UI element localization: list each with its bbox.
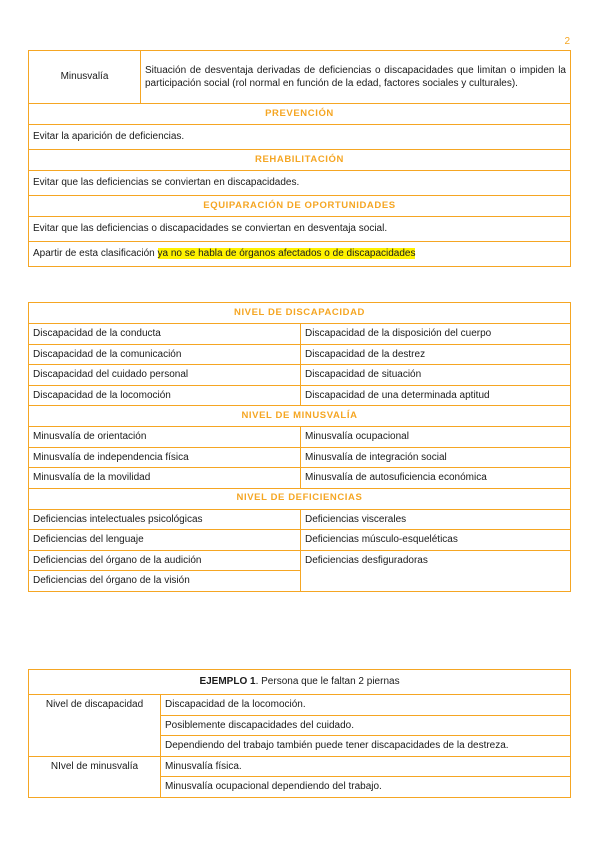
discapacidad-cell: Discapacidad de la locomoción [29, 385, 301, 406]
page-number: 2 [564, 36, 570, 47]
deficiencia-cell: Deficiencias del órgano de la visión [29, 571, 301, 592]
prevencion-header: PREVENCIÓN [29, 104, 571, 125]
minusvalia-row [29, 51, 571, 104]
discapacidad-level-label: Nivel de discapacidad [29, 695, 161, 757]
table-row [29, 550, 571, 571]
deficiencia-cell: Deficiencias músculo-esqueléticas [301, 530, 571, 551]
table-row [29, 447, 571, 468]
minusvalia-cell: Minusvalía de orientación [29, 427, 301, 448]
minusvalia-cell: Minusvalía de la movilidad [29, 468, 301, 489]
discapacidad-cell: Discapacidad de la conducta [29, 324, 301, 345]
levels-table [28, 302, 571, 592]
rehabilitacion-header: REHABILITACIÓN [29, 150, 571, 171]
clasificacion-highlight: ya no se habla de órganos afectados o de discapacidades [157, 248, 416, 260]
discapacidad-cell: Discapacidad de la destrez [301, 344, 571, 365]
table-row [29, 468, 571, 489]
example-title-rest: . Persona que le faltan 2 piernas [255, 676, 400, 688]
discapacidad-cell: Discapacidad de la disposición del cuerpo [301, 324, 571, 345]
minusvalia-term: Minusvalía [29, 51, 141, 104]
classification-table [28, 50, 571, 267]
minusvalia-cell: Minusvalía de integración social [301, 447, 571, 468]
prevencion-text: Evitar la aparición de deficiencias. [29, 125, 571, 150]
deficiencia-cell: Deficiencias intelectuales psicológicas [29, 509, 301, 530]
minusvalia-cell: Minusvalía de independencia física [29, 447, 301, 468]
minusvalia-level-label: NIvel de minusvalía [29, 756, 161, 797]
table-row [29, 509, 571, 530]
example-title [29, 670, 571, 695]
minusvalia-cell: Minusvalía ocupacional [301, 427, 571, 448]
table-row [29, 344, 571, 365]
discapacidad-cell: Discapacidad de una determinada aptitud [301, 385, 571, 406]
example-item: Minusvalía ocupacional dependiendo del trabajo. [161, 777, 571, 798]
example-table [28, 669, 571, 798]
table-row [29, 427, 571, 448]
equiparacion-text: Evitar que las deficiencias o discapacidades se conviertan en desventaja social. [29, 217, 571, 242]
table-row [29, 385, 571, 406]
minusvalia-definition: Situación de desventaja derivadas de deficiencias o discapacidades que limitan o impiden la participación social (rol normal en función de la edad, factores sociales y culturales). [141, 51, 571, 104]
table-row [29, 324, 571, 345]
discapacidad-cell: Discapacidad de la comunicación [29, 344, 301, 365]
deficiencia-cell: Deficiencias del lenguaje [29, 530, 301, 551]
clasificacion-note [29, 242, 571, 267]
deficiencia-cell: Deficiencias desfiguradoras [301, 550, 571, 591]
deficiencia-cell: Deficiencias del órgano de la audición [29, 550, 301, 571]
example-item: Dependiendo del trabajo también puede tener discapacidades de la destreza. [161, 736, 571, 757]
rehabilitacion-text: Evitar que las deficiencias se conviertan en discapacidades. [29, 171, 571, 196]
minusvalia-cell: Minusvalía de autosuficiencia económica [301, 468, 571, 489]
table-row [29, 695, 571, 716]
example-title-bold: EJEMPLO 1 [199, 676, 256, 688]
minusvalia-level-header: NIVEL DE MINUSVALÍA [29, 406, 571, 427]
example-item: Discapacidad de la locomoción. [161, 695, 571, 716]
example-item: Posiblemente discapacidades del cuidado. [161, 715, 571, 736]
discapacidad-cell: Discapacidad de situación [301, 365, 571, 386]
deficiencia-cell: Deficiencias viscerales [301, 509, 571, 530]
deficiencias-header: NIVEL DE DEFICIENCIAS [29, 488, 571, 509]
clasificacion-prefix: Apartir de esta clasificación [33, 248, 158, 260]
example-item: Minusvalía física. [161, 756, 571, 777]
table-row [29, 530, 571, 551]
discapacidad-header: NIVEL DE DISCAPACIDAD [29, 303, 571, 324]
table-row [29, 365, 571, 386]
table-row [29, 756, 571, 777]
equiparacion-header: EQUIPARACIÓN DE OPORTUNIDADES [29, 196, 571, 217]
discapacidad-cell: Discapacidad del cuidado personal [29, 365, 301, 386]
